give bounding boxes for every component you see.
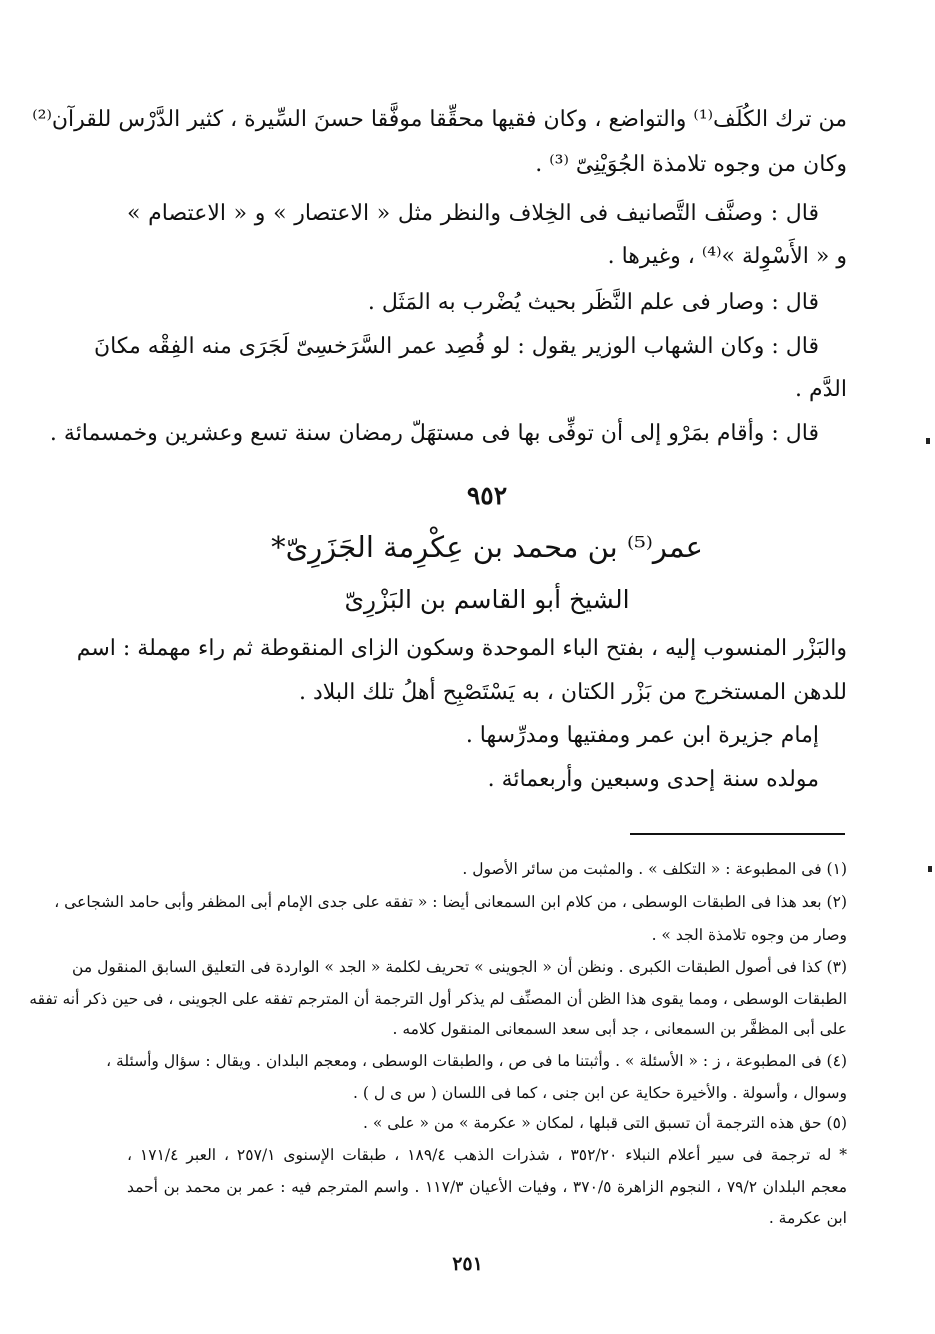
scan-speck (926, 438, 930, 444)
footnote-2-line-2: وصار من وجوه تلامذة الجد » . (651, 926, 847, 944)
footnote-3-line-1: (٣) كذا فى أصول الطبقات الكبرى . ونظن أن « الجوينى » تحريف لكلمة « الجد » الواردة فى التعليق السابق المنقول من (72, 958, 847, 976)
page-number: ٢٥١ (452, 1253, 483, 1275)
body-paragraph-3-line-1: قال : وصار فى علم النَّظَر بحيث يُضْرب به المَثَل . (367, 290, 819, 315)
footnote-star-line-1: * له ترجمة فى سير أعلام النبلاء ٣٥٢/٢٠ ، شذرات الذهب ١٨٩/٤ ، طبقات الإسنوى ٢٥٧/١ ، العبر ١٧١/٤ ، (127, 1146, 848, 1164)
footnote-4-line-1: (٤) فى المطبوعة ، ز : « الأسئلة » . وأثبتنا ما فى ص ، والطبقات الوسطى ، ومعجم البلدان . ويقال : سؤال وأسئلة ، (106, 1052, 847, 1070)
entry-paragraph-line-1: والبَزْر المنسوب إليه ، بفتح الباء الموحدة وسكون الزاى المنقوطة ثم راء مهملة : اسم (76, 636, 847, 661)
body-paragraph-5-line-1: قال : وأقام بمَرْو إلى أن توفِّى بها فى مستهَلّ رمضان سنة تسع وعشرين وخمسمائة . (49, 421, 819, 446)
footnote-1: (١) فى المطبوعة : « التكلف » . والمثبت من سائر الأصول . (462, 860, 847, 878)
entry-title: عمر⁽⁵⁾ بن محمد بن عِكْرِمة الجَزَرِىّ* (271, 530, 703, 564)
entry-paragraph-line-4: مولده سنة إحدى وسبعين وأربعمائة . (487, 767, 819, 792)
footnote-star-line-3: ابن عكرمة . (768, 1209, 847, 1227)
footnote-star-line-2: معجم البلدان ٧٩/٢ ، النجوم الزاهرة ٣٧٠/٥ ، وفيات الأعيان ١١٧/٣ . واسم المترجم فيه : عمر بن محمد بن أحمد (127, 1178, 847, 1196)
entry-number: ٩٥٢ (466, 481, 508, 510)
body-paragraph-4-line-1: قال : وكان الشهاب الوزير يقول : لو فُصِد عمر السَّرَخسِىّ لَجَرَى منه الفِقْه مكانَ (93, 334, 819, 359)
entry-subtitle: الشيخ أبو القاسم بن البَزْرِىّ (344, 585, 630, 614)
scan-speck (928, 866, 932, 872)
footnote-3-line-3: على أبى المظفَّر بن السمعانى ، جد أبى سعد السمعانى المنقول كلامه . (392, 1020, 847, 1038)
entry-paragraph-line-2: للدهن المستخرج من بَزْر الكتان ، به يَسْتَصْبِح أهلُ تلك البلاد . (298, 680, 847, 705)
footnote-3-line-2: الطبقات الوسطى ، ومما يقوى هذا الظن أن المصنِّف لم يذكر أول الترجمة أن المترجم تفقه على الجوينى ، فى حين ذكر أنه تفقه (29, 990, 847, 1008)
footnote-4-line-2: وسوال ، وأسولة . والأخيرة حكاية عن ابن جنى ، كما فى اللسان ( س ى ل ) . (352, 1084, 847, 1102)
body-paragraph-1-line-1: من ترك الكُلَف⁽¹⁾ والتواضع ، وكان فقيها محقِّقا موفَّقا حسنَ السِّيرة ، كثير الدَّرْس للقرآن⁽²⁾ (32, 107, 847, 132)
footnote-separator (630, 833, 845, 835)
body-paragraph-4-line-2: الدَّم . (795, 377, 847, 402)
entry-paragraph-line-3: إمام جزيرة ابن عمر ومفتيها ومدرِّسها . (465, 723, 819, 748)
body-paragraph-2-line-2: و « الأَسْوِلة »⁽⁴⁾ ، وغيرها . (607, 244, 847, 269)
body-paragraph-1-line-2: وكان من وجوه تلامذة الجُوَيْنِىّ ⁽³⁾ . (535, 152, 847, 177)
footnote-2-line-1: (٢) بعد هذا فى الطبقات الوسطى ، من كلام ابن السمعانى أيضا : « تفقه على جدى الإمام أبى المظفر وأبى حامد الشجاعى ، (54, 893, 847, 911)
body-paragraph-2-line-1: قال : وصنَّف التَّصانيف فى الخِلاف والنظر مثل « الاعتصار » و « الاعتصام » (127, 201, 819, 226)
footnote-5: (٥) حق هذه الترجمة أن تسبق التى قبلها ، لمكان « عكرمة » من « على » . (363, 1114, 847, 1132)
